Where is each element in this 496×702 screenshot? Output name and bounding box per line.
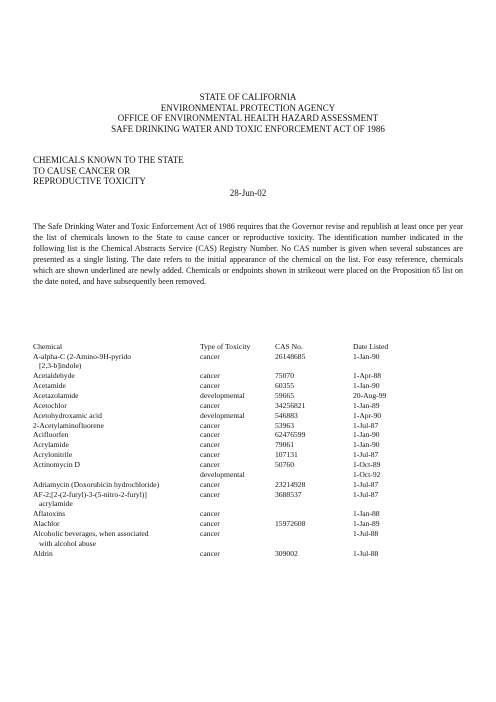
chemical-name-cell [33, 519, 200, 529]
table-row [33, 450, 448, 460]
toxicity-type-cell: developmental [200, 390, 245, 400]
list-title [33, 155, 184, 187]
cas-number-cell: 62476599 [275, 430, 306, 440]
cas-number-cell: 3688537 [275, 489, 302, 499]
chemical-name-cell [33, 391, 200, 401]
toxicity-type-cell: cancer [200, 420, 220, 430]
date-listed-cell: 1-Oct-92 [353, 469, 381, 479]
chemical-name: AF-2;[2-(2-furyl)-3-(5-nitro-2-furyl)] [33, 489, 147, 499]
chemical-name: Acetazolamide [33, 390, 79, 400]
cas-number-cell: 15972608 [275, 519, 306, 529]
table-row [33, 391, 448, 401]
date-listed-cell: 1-Apr-88 [353, 371, 382, 381]
date-listed-cell: 1-Jan-90 [353, 351, 380, 361]
toxicity-type-cell: cancer [200, 450, 220, 460]
cas-number-cell: 23214928 [275, 479, 306, 489]
chemical-name-continuation: with alcohol abuse [39, 538, 96, 548]
header-line-act: SAFE DRINKING WATER AND TOXIC ENFORCEMENT ACT OF 1986 [111, 123, 385, 134]
table-row [33, 381, 448, 391]
chemical-name-cell [33, 529, 200, 548]
cas-number-cell: 107131 [275, 450, 298, 460]
cas-number-cell: 546883 [275, 410, 298, 420]
toxicity-type-cell: cancer [200, 430, 220, 440]
table-row [33, 529, 448, 548]
chemical-name-cell [33, 480, 200, 490]
chemical-name: Acetohydroxamic acid [33, 410, 102, 420]
table-header-row [33, 342, 448, 352]
chemical-name-cell [33, 549, 200, 559]
chemical-name-cell [33, 440, 200, 450]
chemical-table [33, 342, 448, 558]
table-row [33, 352, 448, 371]
toxicity-type-cell: cancer [200, 380, 220, 390]
chemical-name: Aflatoxins [33, 509, 66, 519]
column-header-cas: CAS No. [275, 342, 303, 351]
table-body [33, 352, 448, 559]
chemical-name: Adriamycin (Doxorubicin hydrochloride) [33, 479, 160, 489]
chemical-name: Alachlor [33, 519, 60, 529]
cas-number-cell: 309002 [275, 548, 298, 558]
date-listed-cell: 1-Jul-87 [353, 479, 379, 489]
cas-number-cell: 34256821 [275, 400, 306, 410]
chemical-name: Acetaldehyde [33, 371, 75, 381]
cas-number-cell [275, 529, 353, 548]
chemical-name-continuation: acrylamide [39, 499, 73, 509]
table-row [33, 430, 448, 440]
chemical-name: Acifluorfen [33, 430, 69, 440]
chemical-name: Alcoholic beverages, when associated [33, 529, 149, 539]
column-header-chemical: Chemical [33, 342, 63, 351]
chemical-name-cell [33, 430, 200, 440]
date-listed-cell: 1-Oct-89 [353, 460, 381, 470]
date-listed-cell: 1-Jan-89 [353, 519, 380, 529]
cas-number-cell: 60355 [275, 380, 294, 390]
table-row [33, 421, 448, 431]
chemical-name: Actinomycin D [33, 460, 81, 470]
table-row [33, 371, 448, 381]
toxicity-type-cell: cancer [200, 519, 220, 529]
date-listed-cell: 1-Jul-87 [353, 420, 379, 430]
date-listed-cell: 1-Jul-87 [353, 450, 379, 460]
date-listed-cell: 1-Jan-89 [353, 400, 380, 410]
date-listed-cell: 1-Jan-90 [353, 430, 380, 440]
cas-number-cell [275, 470, 353, 480]
intro-paragraph: The Safe Drinking Water and Toxic Enforcement Act of 1986 requires that the Governor revise and republish at least once per year the list of chemicals known to the State to cause cancer or reproductive toxicity. The identification number indicated in the following list is the Chemical Abstracts Service (CAS) Registry Number. No CAS number is given when several substances are presented as a single listing. The date refers to the initial appearance of the chemical on the list. For easy reference, chemicals which are shown underlined are newly added. Chemicals or endpoints shown in strikeout were placed on the Proposition 65 list on the date noted, and have subsequently been removed. [33, 222, 463, 287]
chemical-name-cell [33, 421, 200, 431]
chemical-name: Acetochlor [33, 400, 67, 410]
toxicity-type-cell: cancer [200, 479, 220, 489]
column-header-date: Date Listed [353, 342, 389, 351]
date-listed-cell: 1-Apr-90 [353, 410, 382, 420]
cas-number-cell: 53963 [275, 420, 294, 430]
table-row [33, 470, 448, 480]
cas-number-cell [275, 509, 353, 519]
toxicity-type-cell: cancer [200, 460, 220, 470]
date-listed-cell: 1-Jan-90 [353, 440, 380, 450]
toxicity-type-cell: cancer [200, 509, 220, 519]
table-row [33, 509, 448, 519]
toxicity-type-cell: cancer [200, 548, 220, 558]
toxicity-type-cell: cancer [200, 440, 220, 450]
document-header [0, 92, 496, 134]
list-title-line-1: CHEMICALS KNOWN TO THE STATE [33, 155, 184, 165]
publication-date: 28-Jun-02 [229, 188, 267, 198]
toxicity-type-cell: cancer [200, 489, 220, 499]
chemical-name: Aldrin [33, 548, 53, 558]
chemical-name-cell [33, 470, 200, 480]
chemical-name: Acetamide [33, 380, 66, 390]
table-row [33, 411, 448, 421]
date-listed-cell: 1-Jul-88 [353, 529, 379, 539]
cas-number-cell: 79061 [275, 440, 294, 450]
header-line-state: STATE OF CALIFORNIA [199, 92, 297, 102]
table-row [33, 480, 448, 490]
toxicity-type-cell: cancer [200, 529, 220, 539]
table-row [33, 401, 448, 411]
table-row [33, 549, 448, 559]
chemical-name: A-alpha-C (2-Amino-9H-pyrido [33, 351, 132, 361]
cas-number-cell: 75070 [275, 371, 294, 381]
date-listed-cell: 1-Jul-87 [353, 489, 379, 499]
chemical-name-cell [33, 352, 200, 371]
chemical-name-cell [33, 371, 200, 381]
chemical-name: 2-Acetylaminofluorene [33, 420, 104, 430]
column-header-toxicity: Type of Toxicity [200, 342, 251, 351]
chemical-name-cell [33, 509, 200, 519]
list-title-line-3: REPRODUCTIVE TOXICITY [33, 176, 146, 187]
chemical-name-cell [33, 460, 200, 470]
toxicity-type-cell: cancer [200, 351, 220, 361]
header-line-office: OFFICE OF ENVIRONMENTAL HEALTH HAZARD ASSESSMENT [117, 113, 379, 123]
chemical-name-cell [33, 450, 200, 460]
date-listed-cell: 1-Jul-88 [353, 548, 379, 558]
toxicity-type-cell: developmental [200, 469, 245, 479]
chemical-name-cell [33, 401, 200, 411]
table-row [33, 490, 448, 509]
chemical-name-cell [33, 381, 200, 391]
cas-number-cell: 59665 [275, 390, 294, 400]
toxicity-type-cell: developmental [200, 410, 245, 420]
cas-number-cell: 26148685 [275, 351, 306, 361]
date-listed-cell: 20-Aug-99 [353, 390, 387, 400]
chemical-name: Acrylamide [33, 440, 69, 450]
cas-number-cell: 50760 [275, 460, 294, 470]
toxicity-type-cell: cancer [200, 371, 220, 381]
table-row [33, 460, 448, 470]
table-row [33, 440, 448, 450]
date-listed-cell: 1-Jan-90 [353, 380, 380, 390]
chemical-name-cell [33, 411, 200, 421]
list-title-line-2: TO CAUSE CANCER OR [33, 165, 131, 176]
table-row [33, 519, 448, 529]
toxicity-type-cell: cancer [200, 400, 220, 410]
header-line-agency: ENVIRONMENTAL PROTECTION AGENCY [160, 102, 336, 113]
chemical-name: Acrylonitrile [33, 450, 73, 460]
date-listed-cell: 1-Jan-88 [353, 509, 380, 519]
chemical-name-continuation: [2,3-b]indole) [39, 361, 82, 371]
chemical-name-cell [33, 490, 200, 509]
